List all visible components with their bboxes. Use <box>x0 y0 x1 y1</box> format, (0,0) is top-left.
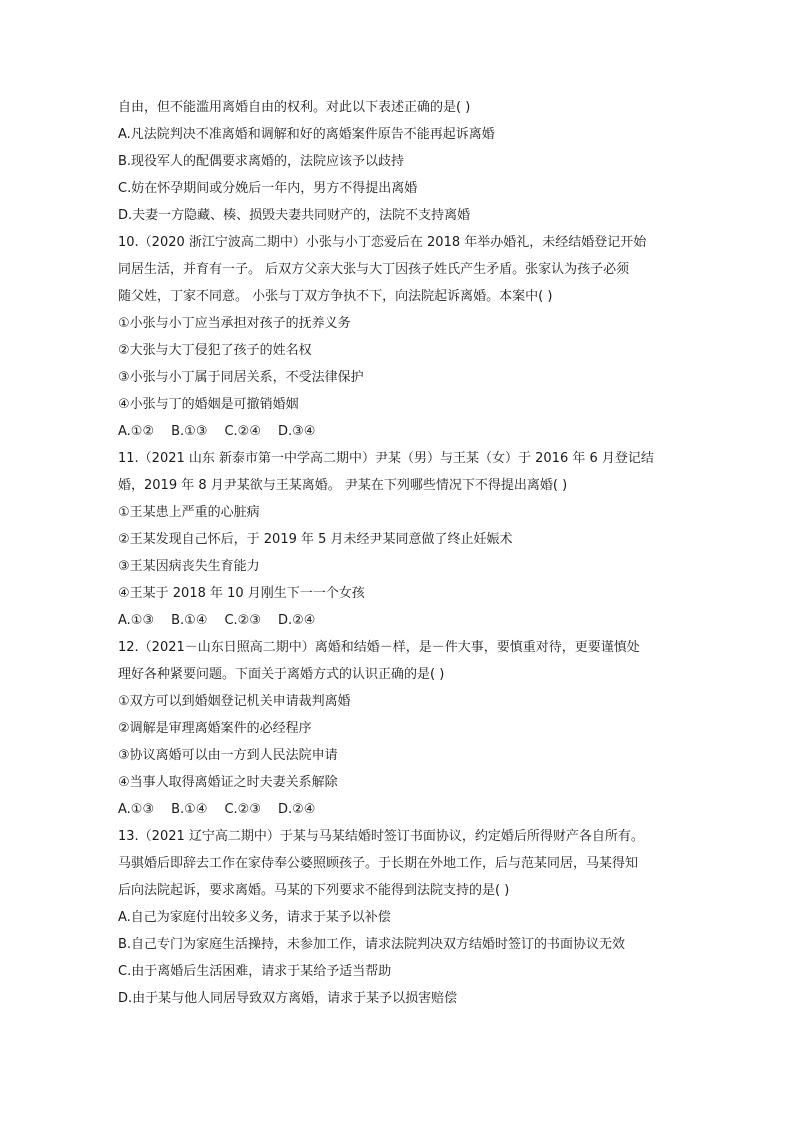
choice-a: A.①② <box>118 424 155 439</box>
choice-c: C.②③ <box>224 802 261 817</box>
question-13-option-b: B.自己专门为家庭生活操持，未参加工作，请求法院判决双方结婚时签订的书面协议无效 <box>118 937 626 952</box>
question-9-stem: 自由，但不能滥用离婚自由的权利。对此以下表述正确的是( ) <box>118 100 471 115</box>
choice-d: D.②④ <box>278 613 316 628</box>
question-12-item-3: ③协议离婚可以由一方到人民法院申请 <box>118 748 338 763</box>
question-13-stem-line-2: 马骐婚后即辞去工作在家侍奉公婆照顾孩子。于长期在外地工作，后与范某同居，马某得知 <box>118 856 639 871</box>
choice-b: B.①③ <box>171 424 208 439</box>
choice-d: D.②④ <box>278 802 316 817</box>
choice-c: C.②③ <box>224 613 261 628</box>
choice-d: D.③④ <box>278 424 316 439</box>
choice-b: B.①④ <box>171 613 208 628</box>
choice-b: B.①④ <box>171 802 208 817</box>
question-11-stem-line-2: 婚，2019 年 8 月尹某欲与王某离婚。 尹某在下列哪些情况下不得提出离婚( ) <box>118 478 568 493</box>
question-12-item-4: ④当事人取得离婚证之时夫妻关系解除 <box>118 775 338 790</box>
question-11-item-2: ②王某发现自己怀后，于 2019 年 5 月未经尹某同意做了终止妊娠术 <box>118 532 513 547</box>
question-11-item-1: ①王某患上严重的心脏病 <box>118 505 260 520</box>
question-12-stem-line-1: 12.（2021－山东日照高二期中）离婚和结婚－样，是－件大事，要慎重对待，更要谨慎处 <box>118 640 640 655</box>
question-10-choices <box>118 418 684 445</box>
question-10-item-4: ④小张与丁的婚姻是可撤销婚姻 <box>118 397 299 412</box>
question-10-item-3: ③小张与小丁属于同居关系，不受法律保护 <box>118 370 364 385</box>
question-13-stem-line-1: 13.（2021 辽宁高二期中）于某与马某结婚时签订书面协议，约定婚后所得财产各自所有。 <box>118 829 644 844</box>
question-13-option-a: A.自己为家庭付出较多义务，请求于某予以补偿 <box>118 910 391 925</box>
question-13-option-c: C.由于离婚后生活困难，请求于某给予适当帮助 <box>118 964 392 979</box>
question-10-item-2: ②大张与大丁侵犯了孩子的姓名权 <box>118 343 312 358</box>
exam-page <box>118 94 684 1012</box>
question-9-option-a: A.凡法院判决不准离婚和调解和好的离婚案件原告不能再起诉离婚 <box>118 127 495 142</box>
question-13-stem-line-3: 后向法院起诉，要求离婚。马某的下列要求不能得到法院支持的是( ) <box>118 883 510 898</box>
question-9-option-c: C.妨在怀孕期间或分娩后一年内，男方不得提出离婚 <box>118 181 418 196</box>
question-12-item-2: ②调解是审理离婚案件的必经程序 <box>118 721 312 736</box>
question-10-stem-line-2: 同居生活，并育有一子。 后双方父亲大张与大丁因孩子姓氏产生矛盾。张家认为孩子必须 <box>118 262 630 277</box>
choice-a: A.①③ <box>118 802 155 817</box>
choice-c: C.②④ <box>224 424 261 439</box>
question-10-item-1: ①小张与小丁应当承担对孩子的抚养义务 <box>118 316 351 331</box>
question-9-option-b: B.现役军人的配偶要求离婚的，法院应该予以歧持 <box>118 154 405 169</box>
question-11-item-3: ③王某因病丧失生育能力 <box>118 559 260 574</box>
question-11-stem-line-1: 11.（2021 山东 新泰市第一中学高二期中）尹某（男）与王某（女）于 2016 年 6 月登记结 <box>118 451 654 466</box>
question-12-item-1: ①双方可以到婚姻登记机关申请裁判离婚 <box>118 694 351 709</box>
question-11-choices <box>118 607 684 634</box>
question-12-stem-line-2: 理好各种紧要问题。下面关于离婚方式的认识正确的是( ) <box>118 667 445 682</box>
question-13-option-d: D.由于某与他人同居导致双方离婚，请求于某予以损害赔偿 <box>118 991 458 1006</box>
question-10-stem-line-3: 随父姓，丁家不同意。 小张与丁双方争执不下，向法院起诉离婚。本案中( ) <box>118 289 553 304</box>
question-12-choices <box>118 796 684 823</box>
question-11-item-4: ④王某于 2018 年 10 月刚生下一一个女孩 <box>118 586 365 601</box>
question-9-option-d: D.夫妻一方隐藏、楱、损毁夫妻共同财产的，法院不支持离婚 <box>118 208 471 223</box>
question-10-stem-line-1: 10.（2020 浙江宁波高二期中）小张与小丁恋爱后在 2018 年举办婚礼，未经结婚登记开始 <box>118 235 647 250</box>
choice-a: A.①③ <box>118 613 155 628</box>
